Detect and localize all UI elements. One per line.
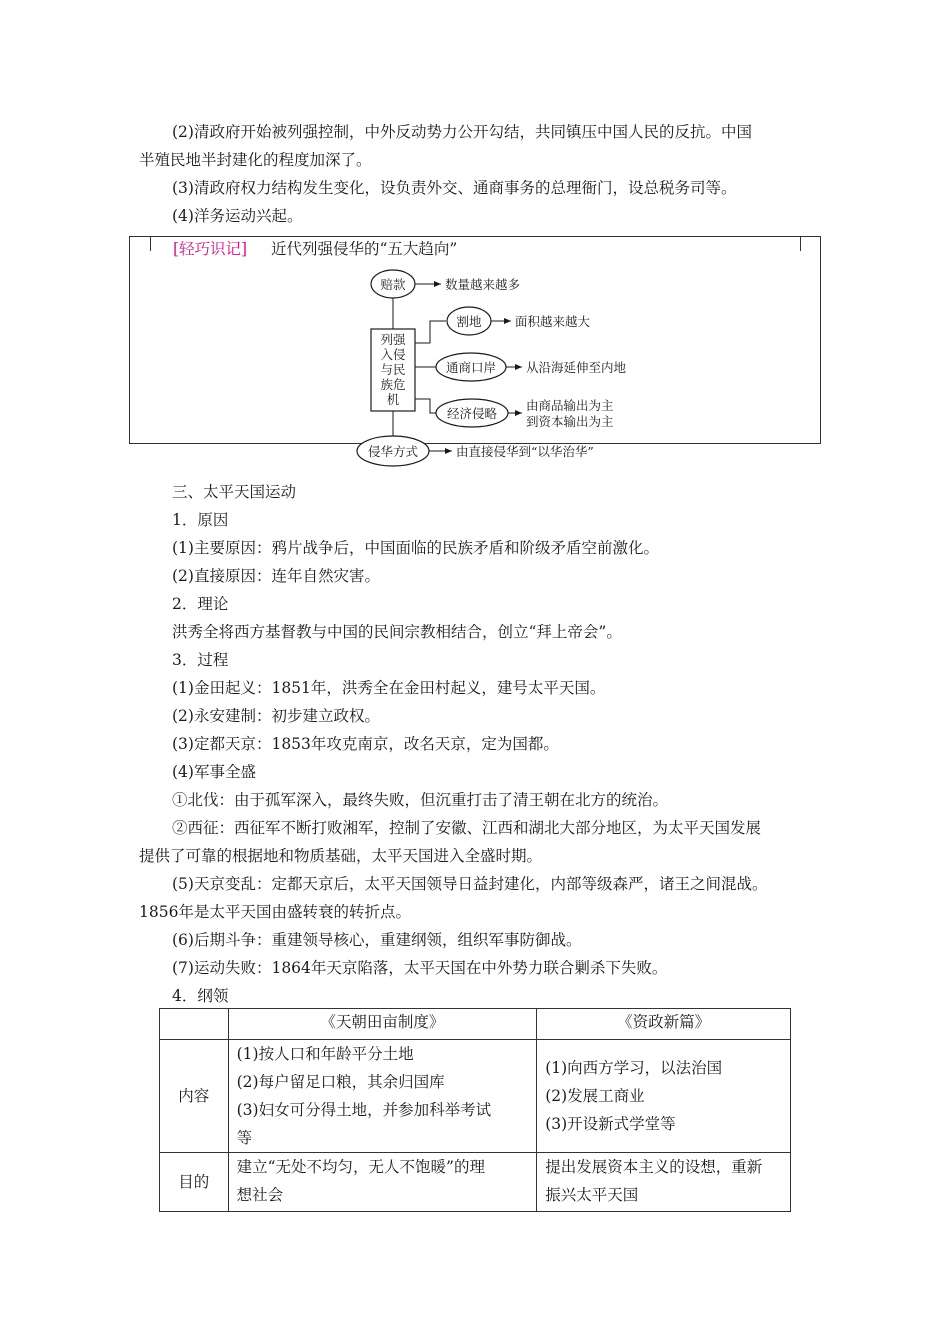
cell-line: (1)按人口和年龄平分土地 <box>236 1045 414 1063</box>
center-text-2: 入侵 <box>380 347 406 362</box>
trend-jingji-1: 由商品输出为主 <box>526 398 614 413</box>
trend-diagram <box>130 237 820 459</box>
cell-line: (3)妇女可分得土地，并参加科举考试 <box>236 1101 492 1119</box>
s3-paragraph-3: (3)定都天京：1853年攻克南京，改名天京，定为国都。 <box>172 735 559 753</box>
cell-line: 提出发展资本主义的设想，重新 <box>545 1158 763 1176</box>
row-label-content: 内容 <box>160 1040 229 1153</box>
subsection-1-title: 1．原因 <box>172 511 229 529</box>
cell-line: 想社会 <box>236 1186 284 1204</box>
paragraph-3: (3)清政府权力结构发生变化，设负责外交、通商事务的总理衙门，设总税务司等。 <box>172 179 737 197</box>
row-label-purpose: 目的 <box>160 1153 229 1212</box>
cell-zizheng-content <box>537 1040 791 1153</box>
cell-line: (3)开设新式学堂等 <box>545 1115 676 1133</box>
s3-paragraph-2: (2)永安建制：初步建立政权。 <box>172 707 380 725</box>
cell-tianchao-content <box>228 1040 537 1153</box>
table-header-tianchao: 《天朝田亩制度》 <box>228 1009 537 1040</box>
s3-paragraph-6: ②西征：西征军不断打败湘军，控制了安徽、江西和湖北大部分地区，为太平天国发展 <box>172 819 762 837</box>
s3-paragraph-7-cont: 1856年是太平天国由盛转衰的转折点。 <box>139 903 411 921</box>
table-row-purpose <box>160 1153 791 1212</box>
s3-paragraph-4: (4)军事全盛 <box>172 763 256 781</box>
cell-zizheng-purpose <box>537 1153 791 1212</box>
cell-line: 等 <box>236 1129 253 1147</box>
cell-line: 建立“无处不均匀，无人不饱暖”的理 <box>236 1158 485 1176</box>
node-peikuan-label: 赔款 <box>380 277 406 292</box>
tip-title: 近代列强侵华的“五大趋向” <box>271 240 458 258</box>
connector-gedi <box>415 321 446 343</box>
tip-label: [轻巧识记] <box>173 240 248 258</box>
center-text-3: 与民 <box>380 362 406 377</box>
connector-jingji <box>415 399 436 413</box>
trend-qinhua: 由直接侵华到“以华治华” <box>456 444 594 459</box>
s3-paragraph-7: (5)天京变乱：定都天京后，太平天国领导日益封建化，内部等级森严，诸王之间混战。 <box>172 875 768 893</box>
s1-paragraph-1: (1)主要原因：鸦片战争后，中国面临的民族矛盾和阶级矛盾空前激化。 <box>172 539 659 557</box>
s3-paragraph-9: (7)运动失败：1864年天京陷落，太平天国在中外势力联合剿杀下失败。 <box>172 959 668 977</box>
node-qinhua-label: 侵华方式 <box>367 444 419 459</box>
tip-box <box>129 236 821 459</box>
paragraph-2-cont: 半殖民地半封建化的程度加深了。 <box>139 151 372 169</box>
table-header-row <box>160 1009 791 1040</box>
s3-paragraph-8: (6)后期斗争：重建领导核心，重建纲领，组织军事防御战。 <box>172 931 582 949</box>
trend-peikuan: 数量越来越多 <box>445 277 521 292</box>
s2-paragraph-1: 洪秀全将西方基督教与中国的民间宗教相结合，创立“拜上帝会”。 <box>172 623 622 641</box>
cell-line: (2)发展工商业 <box>545 1087 645 1105</box>
cell-tianchao-purpose <box>228 1153 537 1212</box>
node-tongshang-label: 通商口岸 <box>445 360 497 375</box>
program-table <box>159 1008 791 1212</box>
center-text-1: 列强 <box>380 332 406 347</box>
table-row-content <box>160 1040 791 1153</box>
s3-paragraph-1: (1)金田起义：1851年，洪秀全在金田村起义，建号太平天国。 <box>172 679 606 697</box>
trend-jingji-2: 到资本输出为主 <box>526 414 614 429</box>
s3-paragraph-5: ①北伐：由于孤军深入，最终失败，但沉重打击了清王朝在北方的统治。 <box>172 791 669 809</box>
cell-line: (2)每户留足口粮，其余归国库 <box>236 1073 445 1091</box>
paragraph-4: (4)洋务运动兴起。 <box>172 207 303 225</box>
subsection-3-title: 3．过程 <box>172 651 229 669</box>
paragraph-2: (2)清政府开始被列强控制，中外反动势力公开勾结，共同镇压中国人民的反抗。中国 <box>172 123 752 141</box>
cell-line: 振兴太平天国 <box>545 1186 639 1204</box>
s3-paragraph-6-cont: 提供了可靠的根据地和物质基础，太平天国进入全盛时期。 <box>139 847 543 865</box>
table-header-empty <box>160 1009 229 1040</box>
center-text-4: 族危 <box>380 377 406 392</box>
subsection-4-title: 4．纲领 <box>172 987 229 1005</box>
s1-paragraph-2: (2)直接原因：连年自然灾害。 <box>172 567 380 585</box>
trend-tongshang: 从沿海延伸至内地 <box>526 360 627 375</box>
center-text-5: 机 <box>386 392 400 407</box>
section-heading: 三、太平天国运动 <box>172 483 297 501</box>
trend-gedi: 面积越来越大 <box>515 314 591 329</box>
table-header-zizheng: 《资政新篇》 <box>537 1009 791 1040</box>
node-jingji-label: 经济侵略 <box>446 406 498 421</box>
node-gedi-label: 割地 <box>456 314 482 329</box>
subsection-2-title: 2．理论 <box>172 595 229 613</box>
cell-line: (1)向西方学习，以法治国 <box>545 1059 723 1077</box>
